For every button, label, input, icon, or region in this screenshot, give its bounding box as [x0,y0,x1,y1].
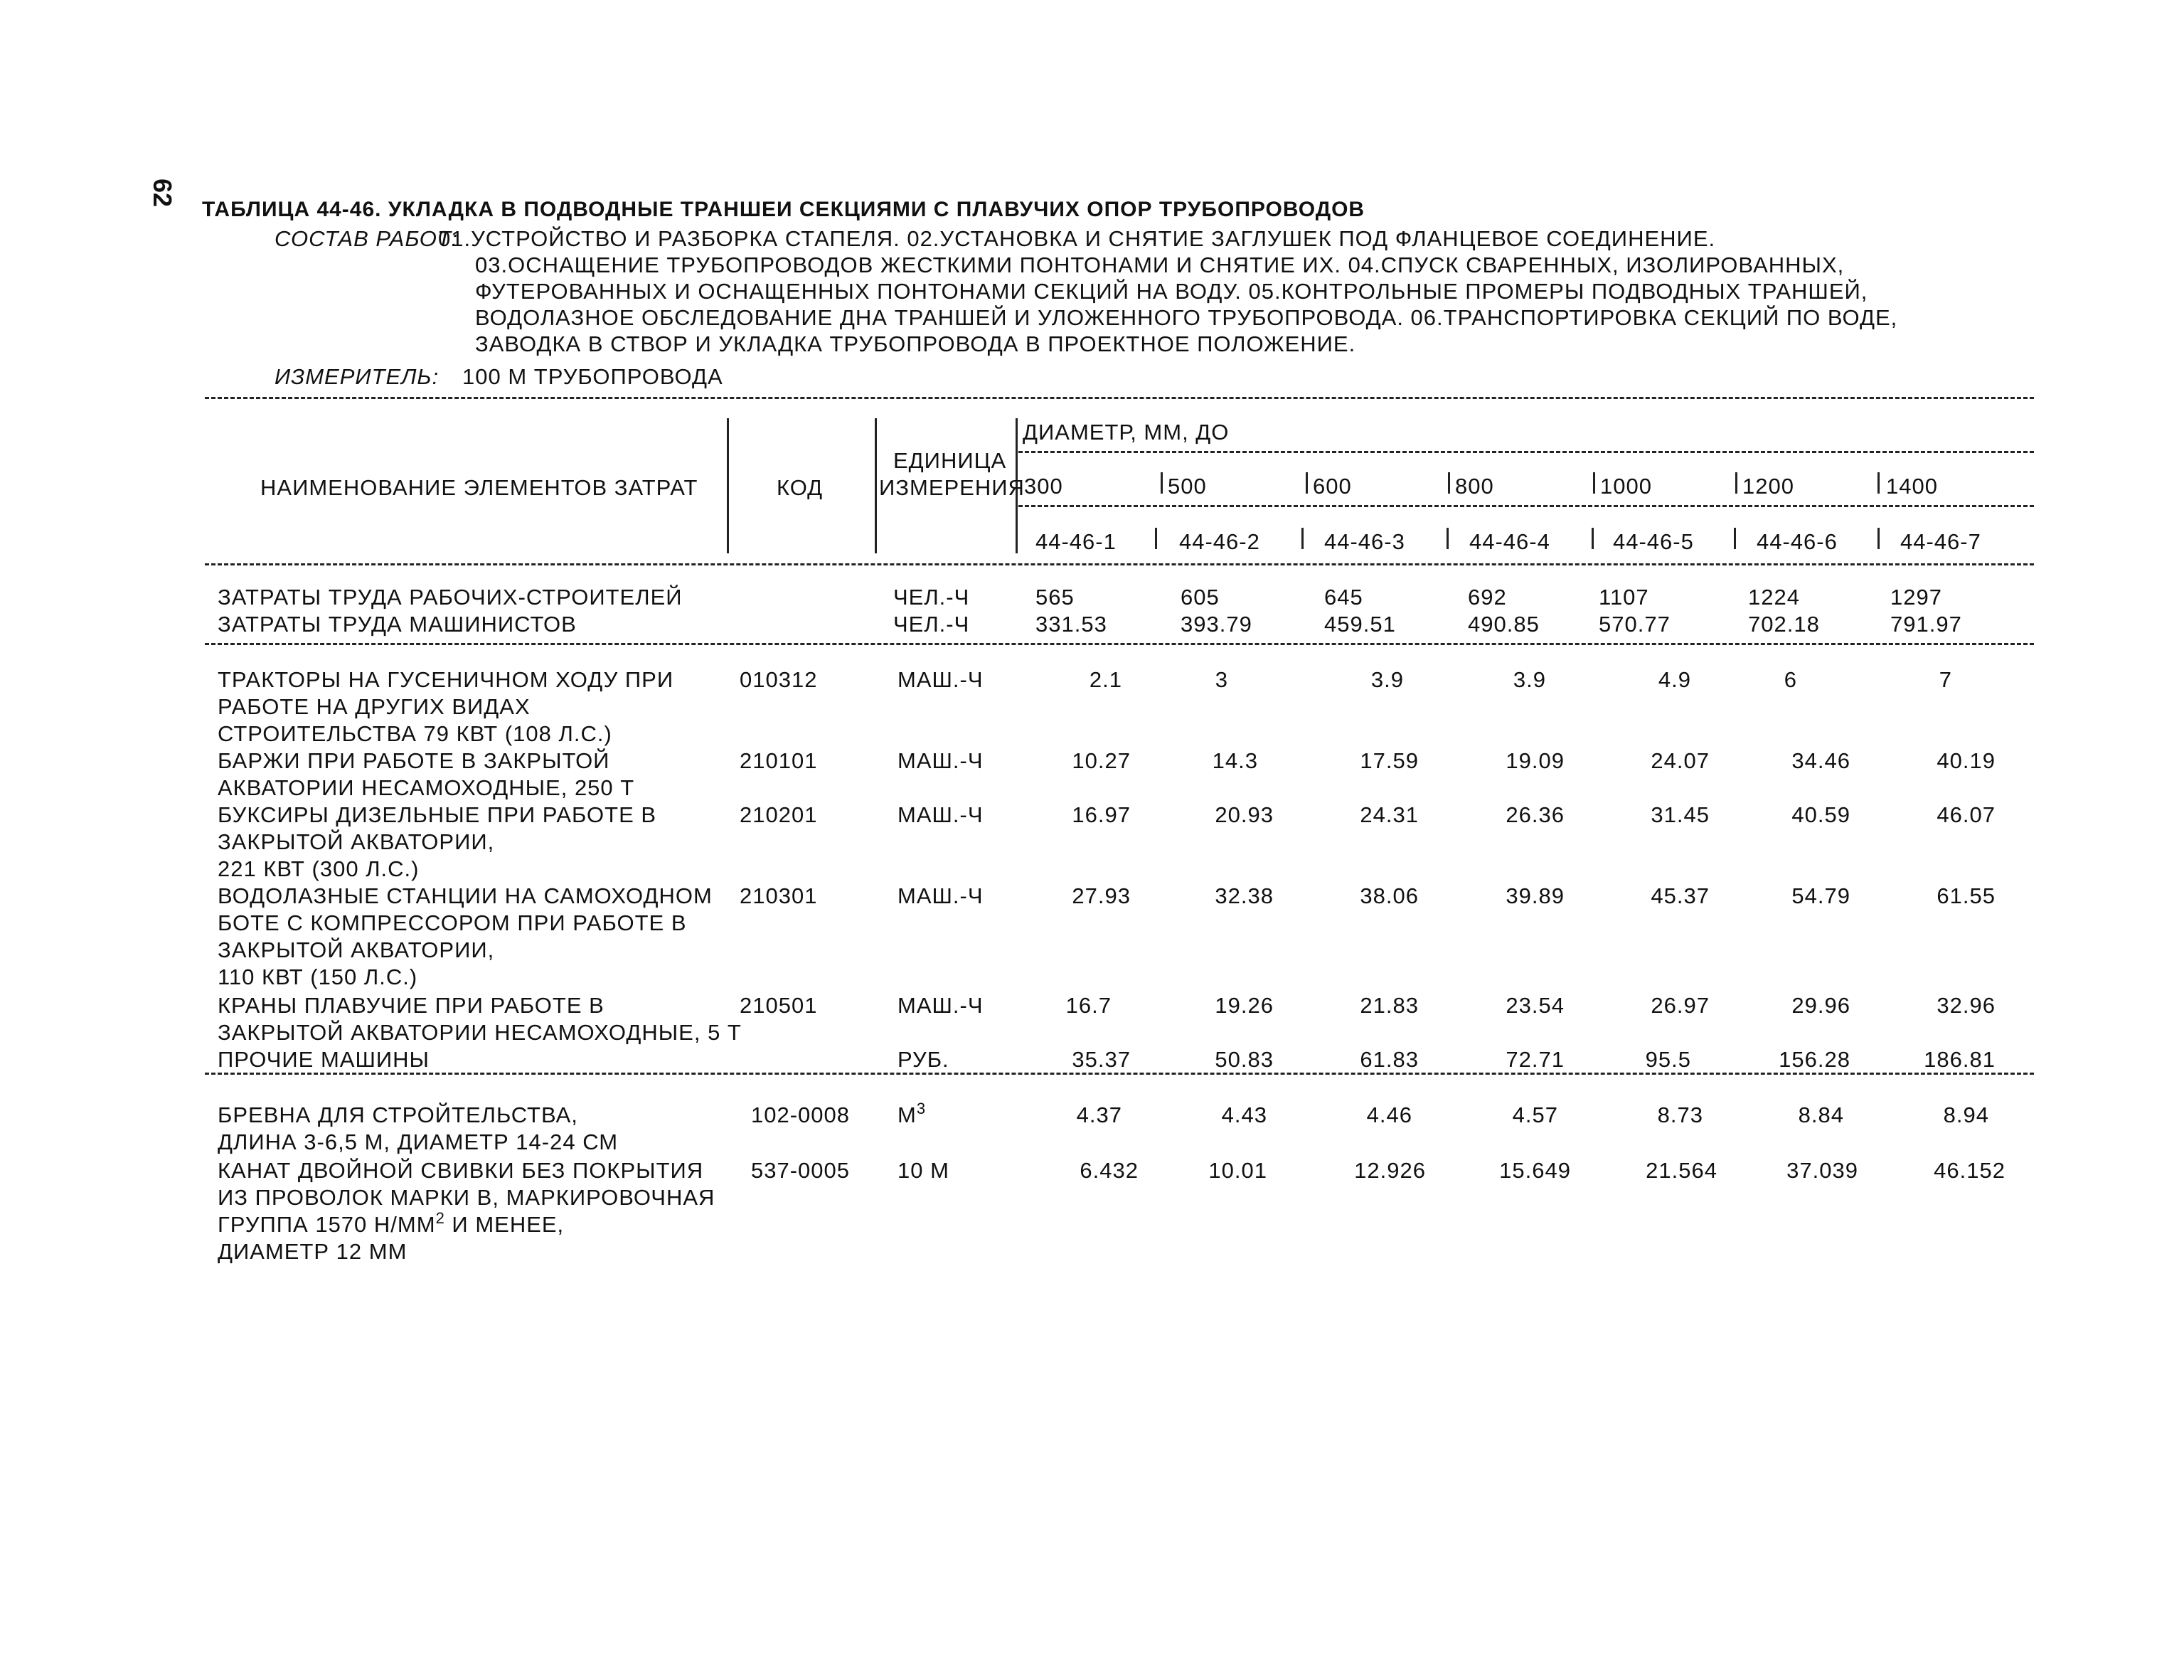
header-unit-2: ИЗМЕРЕНИЯ [879,475,1025,500]
header-divider-2 [875,418,877,553]
code-divider-4 [1447,528,1449,549]
table-top-rule [205,397,2034,399]
diameter-1200: 1200 [1742,474,1794,499]
size-divider-7 [1877,472,1880,494]
code-44-46-4: 44-46-4 [1469,529,1550,554]
row-value: 4.43 [1221,1102,1267,1127]
row-value: 34.46 [1791,748,1850,773]
row-value: 61.55 [1937,883,1996,908]
work-label: СОСТАВ РАБОТ: [275,226,459,251]
row-unit: МАШ.-Ч [897,883,984,908]
row-name: АКВАТОРИИ НЕСАМОХОДНЫЕ, 250 Т [218,775,635,800]
name-text: И МЕНЕЕ, [444,1212,565,1237]
row-value: 19.09 [1506,748,1565,773]
row-value: 12.926 [1354,1158,1426,1183]
row-value: 21.564 [1646,1158,1717,1183]
row-value: 1297 [1890,585,1942,610]
row-value: 61.83 [1360,1047,1419,1072]
row-name: БУКСИРЫ ДИЗЕЛЬНЫЕ ПРИ РАБОТЕ В [218,802,657,827]
code-divider-2 [1155,528,1157,549]
row-unit: 10 М [897,1158,949,1183]
header-bottom-rule [205,563,2034,565]
row-unit: МАШ.-Ч [897,993,984,1018]
row-name: ВОДОЛАЗНЫЕ СТАНЦИИ НА САМОХОДНОМ [218,883,713,908]
meter-label: ИЗМЕРИТЕЛЬ: [275,364,440,389]
code-44-46-3: 44-46-3 [1324,529,1405,554]
row-value: 16.97 [1072,802,1131,827]
row-value: 2.1 [1089,667,1122,692]
row-value: 31.45 [1651,802,1710,827]
row-value: 605 [1181,585,1220,610]
row-unit: МАШ.-Ч [897,802,984,827]
row-name: ДИАМЕТР 12 ММ [218,1239,407,1264]
header-code: КОД [777,475,824,500]
row-code: 210301 [740,883,818,908]
row-value: 15.649 [1499,1158,1571,1183]
row-value: 40.19 [1937,748,1996,773]
diameter-1400: 1400 [1886,474,1938,499]
row-value: 16.7 [1065,993,1112,1018]
row-value: 3.9 [1370,667,1404,692]
row-name: ИЗ ПРОВОЛОК МАРКИ В, МАРКИРОВОЧНАЯ [218,1185,715,1210]
row-value: 692 [1468,585,1507,610]
row-value: 702.18 [1748,612,1820,637]
row-name: 221 КВТ (300 Л.С.) [218,856,420,881]
row-value: 50.83 [1215,1047,1274,1072]
code-44-46-7: 44-46-7 [1900,529,1981,554]
row-value: 8.73 [1657,1102,1703,1127]
work-line-1: 01.УСТРОЙСТВО И РАЗБОРКА СТАПЕЛЯ. 02.УСТАНОВКА И СНЯТИЕ ЗАГЛУШЕК ПОД ФЛАНЦЕВОЕ СОЕДИНЕНИЕ. [438,226,1716,251]
row-value: 32.96 [1937,993,1996,1018]
row-value: 29.96 [1791,993,1850,1018]
row-value: 24.31 [1360,802,1419,827]
row-value: 45.37 [1651,883,1710,908]
unit-superscript: 3 [916,1100,927,1117]
page-number: 62 [148,178,178,208]
row-code: 210101 [740,748,818,773]
row-name: ЗАТРАТЫ ТРУДА МАШИНИСТОВ [218,612,577,637]
row-value: 46.152 [1934,1158,2005,1183]
row-name: 110 КВТ (150 Л.С.) [218,964,418,989]
row-unit: РУБ. [897,1047,949,1072]
row-value: 4.57 [1512,1102,1558,1127]
row-unit [897,1100,927,1127]
unit-text: М [897,1102,917,1127]
diameter-300: 300 [1024,474,1063,499]
row-value: 645 [1324,585,1363,610]
row-value: 570.77 [1599,612,1671,637]
row-value: 17.59 [1360,748,1419,773]
work-line-3: ФУТЕРОВАННЫХ И ОСНАЩЕННЫХ ПОНТОНАМИ СЕКЦИЙ НА ВОДУ. 05.КОНТРОЛЬНЫЕ ПРОМЕРЫ ПОДВОДНЫХ ТРАНШЕЙ, [475,279,1868,304]
row-value: 46.07 [1937,802,1996,827]
row-value: 3 [1215,667,1228,692]
diameter-1000: 1000 [1600,474,1652,499]
row-name: ЗАКРЫТОЙ АКВАТОРИИ, [218,829,495,854]
row-value: 459.51 [1324,612,1396,637]
row-value: 95.5 [1645,1047,1691,1072]
header-rule-diameter [1018,451,2034,453]
row-name: ПРОЧИЕ МАШИНЫ [218,1047,430,1072]
row-value: 32.38 [1215,883,1274,908]
labor-bottom-rule [205,643,2034,645]
row-name [218,1209,565,1237]
row-value: 8.84 [1798,1102,1844,1127]
row-value: 19.26 [1215,993,1274,1018]
size-divider-4 [1448,472,1450,494]
row-name: ДЛИНА 3-6,5 М, ДИАМЕТР 14-24 СМ [218,1129,619,1154]
row-code: 210501 [740,993,818,1018]
name-superscript: 2 [435,1209,445,1227]
row-value: 72.71 [1506,1047,1565,1072]
row-value: 4.46 [1366,1102,1412,1127]
row-unit: МАШ.-Ч [897,748,984,773]
row-code: 010312 [740,667,818,692]
row-name: БАРЖИ ПРИ РАБОТЕ В ЗАКРЫТОЙ [218,748,610,773]
code-divider-5 [1592,528,1594,549]
row-value: 791.97 [1890,612,1962,637]
work-line-5: ЗАВОДКА В СТВОР И УКЛАДКА ТРУБОПРОВОДА В ПРОЕКТНОЕ ПОЛОЖЕНИЕ. [475,331,1356,356]
code-divider-3 [1301,528,1304,549]
work-line-4: ВОДОЛАЗНОЕ ОБСЛЕДОВАНИЕ ДНА ТРАНШЕЙ И УЛОЖЕННОГО ТРУБОПРОВОДА. 06.ТРАНСПОРТИРОВКА СЕКЦИЙ ПО ВОДЕ, [475,305,1898,330]
diameter-600: 600 [1313,474,1352,499]
row-unit: ЧЕЛ.-Ч [893,612,970,637]
row-value: 7 [1939,667,1952,692]
header-name: НАИМЕНОВАНИЕ ЭЛЕМЕНТОВ ЗАТРАТ [260,475,698,500]
row-name: КАНАТ ДВОЙНОЙ СВИВКИ БЕЗ ПОКРЫТИЯ [218,1158,704,1183]
row-value: 20.93 [1215,802,1274,827]
code-divider-6 [1734,528,1736,549]
row-value: 6.432 [1080,1158,1139,1183]
row-value: 4.9 [1658,667,1691,692]
row-value: 37.039 [1786,1158,1858,1183]
size-divider-2 [1161,472,1163,494]
header-diameter: ДИАМЕТР, ММ, ДО [1023,420,1230,445]
name-text: ГРУППА 1570 Н/ММ [218,1212,436,1237]
code-44-46-2: 44-46-2 [1179,529,1260,554]
diameter-800: 800 [1455,474,1494,499]
size-divider-6 [1735,472,1737,494]
row-value: 156.28 [1779,1047,1850,1072]
row-name: ЗАКРЫТОЙ АКВАТОРИИ НЕСАМОХОДНЫЕ, 5 Т [218,1020,742,1045]
row-value: 4.37 [1076,1102,1122,1127]
row-name: СТРОИТЕЛЬСТВА 79 КВТ (108 Л.С.) [218,721,612,746]
diameter-500: 500 [1168,474,1207,499]
row-name: ТРАКТОРЫ НА ГУСЕНИЧНОМ ХОДУ ПРИ [218,667,674,692]
row-value: 38.06 [1360,883,1419,908]
row-value: 26.36 [1506,802,1565,827]
row-value: 23.54 [1506,993,1565,1018]
row-value: 10.01 [1208,1158,1267,1183]
row-code: 537-0005 [751,1158,851,1183]
row-unit: МАШ.-Ч [897,667,984,692]
size-divider-3 [1306,472,1308,494]
header-divider-1 [727,418,729,553]
code-44-46-1: 44-46-1 [1035,529,1117,554]
row-code: 102-0008 [751,1102,851,1127]
row-value: 490.85 [1468,612,1540,637]
row-value: 8.94 [1943,1102,1989,1127]
row-name: БРЕВНА ДЛЯ СТРОЙТЕЛЬСТВА, [218,1102,578,1127]
row-value: 1107 [1599,585,1649,610]
header-unit-1: ЕДИНИЦА [893,448,1007,473]
row-value: 10.27 [1072,748,1131,773]
row-value: 26.97 [1651,993,1710,1018]
row-name: КРАНЫ ПЛАВУЧИЕ ПРИ РАБОТЕ В [218,993,604,1018]
row-value: 3.9 [1513,667,1546,692]
row-value: 393.79 [1181,612,1252,637]
machines-bottom-rule [205,1073,2034,1075]
row-value: 21.83 [1360,993,1419,1018]
row-value: 186.81 [1924,1047,1996,1072]
row-value: 24.07 [1651,748,1710,773]
row-name: ЗАКРЫТОЙ АКВАТОРИИ, [218,937,495,962]
row-value: 1224 [1748,585,1800,610]
table-title: ТАБЛИЦА 44-46. УКЛАДКА В ПОДВОДНЫЕ ТРАНШЕИ СЕКЦИЯМИ С ПЛАВУЧИХ ОПОР ТРУБОПРОВОДОВ [202,198,1365,221]
row-name: ЗАТРАТЫ ТРУДА РАБОЧИХ-СТРОИТЕЛЕЙ [218,585,683,610]
code-44-46-5: 44-46-5 [1613,529,1694,554]
row-value: 35.37 [1072,1047,1131,1072]
row-value: 14.3 [1212,748,1258,773]
code-44-46-6: 44-46-6 [1757,529,1838,554]
meter-value: 100 М ТРУБОПРОВОДА [462,364,723,389]
row-value: 39.89 [1506,883,1565,908]
row-code: 210201 [740,802,818,827]
row-value: 6 [1784,667,1797,692]
row-name: БОТЕ С КОМПРЕССОРОМ ПРИ РАБОТЕ В [218,910,687,935]
row-value: 40.59 [1791,802,1850,827]
row-name: РАБОТЕ НА ДРУГИХ ВИДАХ [218,694,531,719]
work-line-2: 03.ОСНАЩЕНИЕ ТРУБОПРОВОДОВ ЖЕСТКИМИ ПОНТОНАМИ И СНЯТИЕ ИХ. 04.СПУСК СВАРЕННЫХ, ИЗОЛИРОВАННЫХ, [475,252,1845,277]
row-unit: ЧЕЛ.-Ч [893,585,970,610]
row-value: 27.93 [1072,883,1131,908]
size-divider-5 [1593,472,1595,494]
code-divider-7 [1877,528,1880,549]
row-value: 331.53 [1035,612,1107,637]
header-rule-sizes [1018,505,2034,507]
row-value: 565 [1035,585,1075,610]
row-value: 54.79 [1791,883,1850,908]
